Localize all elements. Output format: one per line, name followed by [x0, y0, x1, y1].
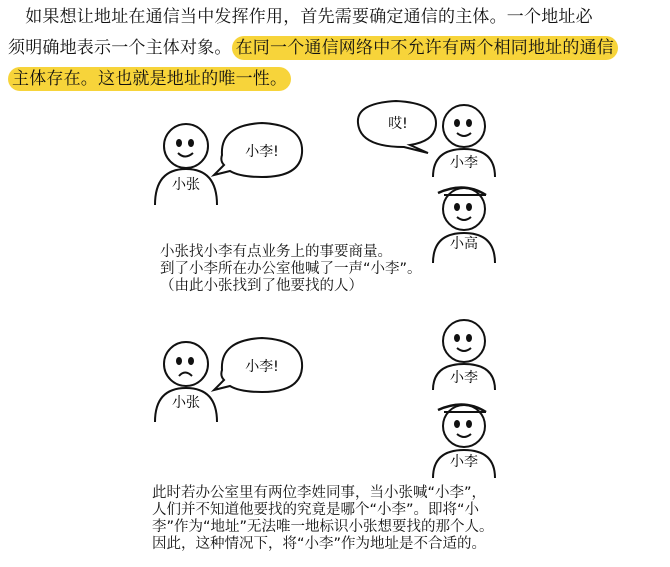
paragraph-line-2-text: 须明确地表示一个主体对象。	[8, 38, 232, 58]
caption-line: 人们并不知道他要找的究竟是哪个“小李”。即将“小	[152, 502, 480, 518]
eye-icon	[454, 203, 460, 211]
person-label: 小高	[450, 236, 478, 252]
paragraph-line-2	[8, 33, 664, 64]
person-label: 小张	[172, 395, 200, 411]
eye-icon	[466, 334, 472, 342]
caption-line: 因此，这种情况下，将“小李”作为地址是不合适的。	[152, 536, 487, 552]
highlighted-text-1: 在同一个通信网络中不允许有两个相同地址的通信	[232, 36, 618, 60]
bubble-text: 小李!	[245, 144, 279, 160]
speech-bubble-right	[358, 101, 436, 153]
person-xiaoli-b	[433, 404, 495, 478]
scene-2-caption	[152, 485, 494, 553]
intro-paragraph	[8, 2, 664, 95]
bubble-text: 哎!	[388, 116, 408, 132]
paragraph-line-1: 如果想让地址在通信当中发挥作用，首先需要确定通信的主体。一个地址必	[8, 7, 593, 27]
person-xiaogao	[433, 187, 495, 263]
eye-icon	[176, 357, 182, 365]
caption-line: （由此小张找到了他要找的人）	[160, 278, 363, 294]
person-label: 小李	[450, 454, 478, 470]
eye-icon	[188, 139, 194, 147]
eye-icon	[466, 420, 472, 428]
highlighted-text-2: 主体存在。这也就是地址的唯一性。	[8, 67, 291, 91]
paragraph-line-3	[8, 64, 664, 95]
eye-icon	[466, 119, 472, 127]
speech-bubble-left	[214, 123, 302, 177]
caption-line: 小张找小李有点业务上的事要商量。	[160, 244, 392, 260]
eye-icon	[466, 203, 472, 211]
person-xiaoli-a	[433, 320, 495, 390]
caption-line: 此时若办公室里有两位李姓同事，当小张喊“小李”，	[152, 485, 487, 501]
person-xiaozhang	[155, 342, 217, 422]
caption-line: 到了小李所在办公室他喊了一声“小李”。	[160, 261, 422, 277]
eye-icon	[454, 119, 460, 127]
person-xiaoli	[433, 105, 495, 177]
scene-1-caption	[160, 244, 422, 295]
eye-icon	[454, 334, 460, 342]
speech-bubble-left	[214, 338, 302, 392]
eye-icon	[176, 139, 182, 147]
eye-icon	[454, 420, 460, 428]
bubble-text: 小李!	[245, 359, 279, 375]
person-label: 小李	[450, 155, 478, 171]
scene-2-illustration	[0, 318, 670, 488]
person-label: 小李	[450, 370, 478, 386]
person-xiaozhang	[155, 124, 217, 205]
caption-line: 李”作为“地址”无法唯一地标识小张想要找的那个人。	[152, 519, 494, 535]
eye-icon	[188, 357, 194, 365]
person-label: 小张	[172, 177, 200, 193]
